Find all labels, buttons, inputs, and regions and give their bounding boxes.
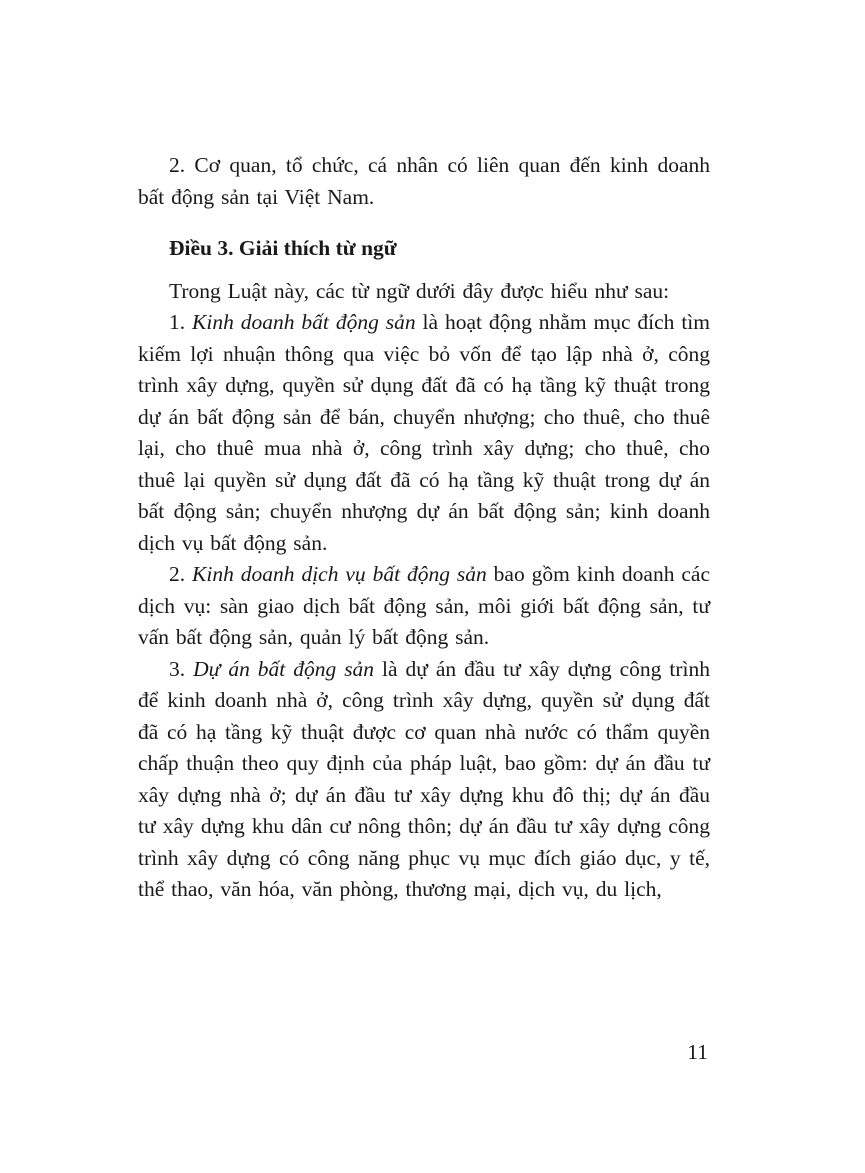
- text-run: bao gồm kinh doanh các dịch vụ: sàn giao dịch bất động sản, môi giới bất động sản, tư vấn bất động sản, quản lý bất động sản.: [138, 562, 711, 649]
- text-run: là dự án đầu tư xây dựng công trình để kinh doanh nhà ở, công trình xây dựng, quyền sử dụng đất đã có hạ tầng kỹ thuật được cơ quan nhà nước có thẩm quyền chấp thuận theo quy định của pháp luật, bao gồm: dự án đầu tư xây dựng nhà ở; dự án đầu tư xây dựng khu đô thị; dự án đầu tư xây dựng khu dân cư nông thôn; dự án đầu tư xây dựng công trình xây dựng có công năng phục vụ mục đích giáo dục, y tế, thể thao, văn hóa, văn phòng, thương mại, dịch vụ, du lịch,: [138, 656, 710, 901]
- paragraph: [138, 307, 710, 559]
- defined-term: Dự án bất động sản: [193, 656, 375, 681]
- text-run: 2. Cơ quan, tổ chức, cá nhân có liên quan đến kinh doanh bất động sản tại Việt Nam.: [138, 153, 710, 209]
- text-run: 3.: [169, 656, 194, 681]
- defined-term: Kinh doanh bất động sản: [192, 310, 416, 334]
- document-body: [138, 150, 710, 906]
- section-heading: [138, 233, 710, 265]
- text-run: Trong Luật này, các từ ngữ dưới đây được hiểu như sau:: [169, 278, 670, 303]
- paragraph: [138, 150, 710, 213]
- page-number: 11: [687, 1040, 708, 1064]
- text-run: 1.: [169, 310, 193, 334]
- text-run: là hoạt động nhằm mục đích tìm kiếm lợi nhuận thông qua việc bỏ vốn để tạo lập nhà ở, công trình xây dựng, quyền sử dụng đất đã có hạ tầng kỹ thuật trong dự án bất động sản để bán, chuyển nhượng; cho thuê, cho thuê lại, cho thuê mua nhà ở, công trình xây dựng; cho thuê, cho thuê lại quyền sử dụng đất đã có hạ tầng kỹ thuật trong dự án bất động sản; chuyển nhượng dự án bất động sản; kinh doanh dịch vụ bất động sản.: [138, 310, 710, 555]
- text-run: Điều 3. Giải thích từ ngữ: [169, 236, 397, 260]
- text-run: 2.: [169, 562, 193, 586]
- paragraph: [138, 654, 710, 906]
- paragraph: [138, 276, 710, 308]
- defined-term: Kinh doanh dịch vụ bất động sản: [192, 562, 487, 586]
- paragraph: [138, 559, 710, 654]
